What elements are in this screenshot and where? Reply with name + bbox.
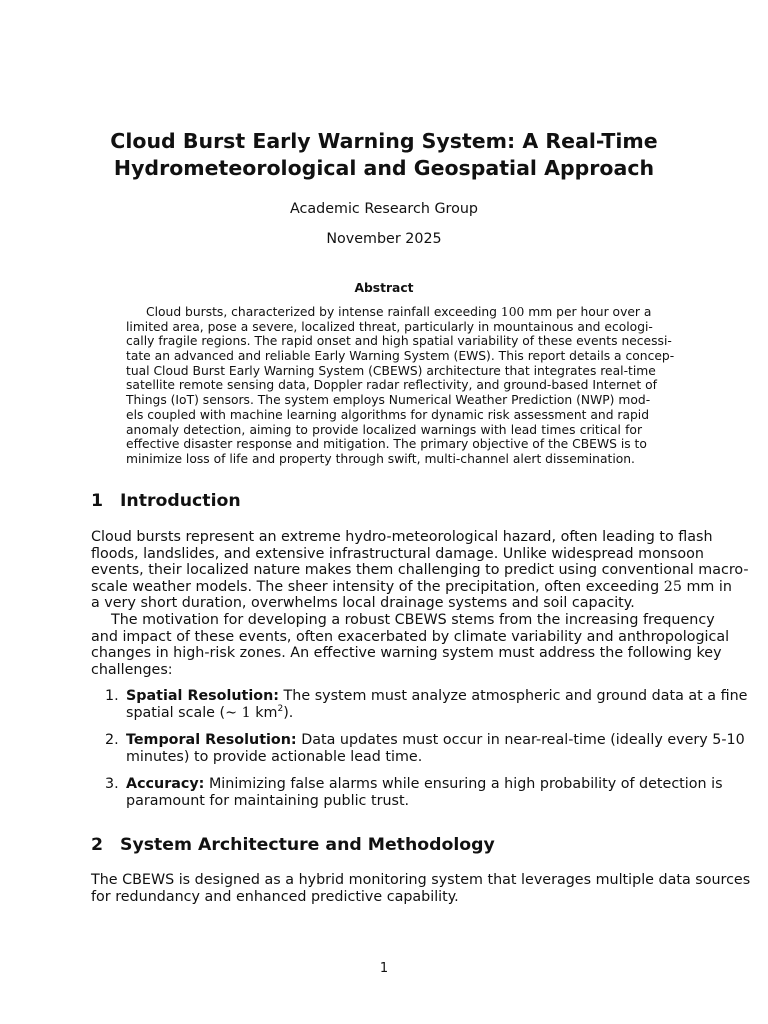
body-line: and impact of these events, often exacerbated by climate variability and anthropological xyxy=(91,628,730,645)
superscript: 2 xyxy=(277,703,284,714)
architecture-paragraph xyxy=(91,872,751,905)
section-title: System Architecture and Methodology xyxy=(120,835,495,855)
intro-paragraph-2 xyxy=(91,612,730,678)
item-label: Accuracy: xyxy=(126,776,205,793)
list-item xyxy=(91,776,723,809)
body-line: for redundancy and enhanced predictive capability. xyxy=(91,888,459,905)
body-text: mm in xyxy=(681,578,732,595)
title-line: Hydrometeorological and Geospatial Approach xyxy=(113,156,655,180)
abstract-line: minimize loss of life and property through swift, multi-channel alert dissemination. xyxy=(126,451,635,466)
section-heading-introduction xyxy=(91,491,241,511)
page-number: 1 xyxy=(379,961,389,976)
list-number: 3. xyxy=(105,776,119,793)
title-line: Cloud Burst Early Warning System: A Real-Time xyxy=(110,129,658,153)
abstract-line: cally fragile regions. The rapid onset and high spatial variability of these events necessi- xyxy=(126,334,672,349)
body-line xyxy=(91,578,732,596)
body-text: spatial scale ( xyxy=(126,704,226,721)
body-line: Cloud bursts represent an extreme hydro-meteorological hazard, often leading to flash xyxy=(91,529,713,545)
body-line: minutes) to provide actionable lead time. xyxy=(126,748,423,765)
body-line xyxy=(126,705,677,722)
list-item-text xyxy=(126,732,745,765)
body-text: scale weather models. The sheer intensity of the precipitation, often exceeding xyxy=(91,578,664,595)
list-number: 2. xyxy=(105,732,119,749)
abstract-line: anomaly detection, aiming to provide localized warnings with lead times critical for xyxy=(126,422,642,437)
body-line: changes in high-risk zones. An effective warning system must address the following key xyxy=(91,645,722,662)
list-item-text xyxy=(126,688,748,721)
abstract-body xyxy=(126,305,675,467)
abstract-line: effective disaster response and mitigation. The primary objective of the CBEWS is to xyxy=(126,437,647,452)
section-heading-architecture xyxy=(91,835,495,855)
author: Academic Research Group xyxy=(290,201,478,217)
abstract-line: tual Cloud Burst Early Warning System (CBEWS) architecture that integrates real-time xyxy=(126,363,656,378)
body-line: a very short duration, overwhelms local drainage systems and soil capacity. xyxy=(91,595,635,612)
abstract-text: Cloud bursts, characterized by intense rainfall exceeding xyxy=(146,305,501,319)
abstract-line: els coupled with machine learning algorithms for dynamic risk assessment and rapid xyxy=(126,407,650,422)
challenges-list xyxy=(91,688,748,821)
body-text: km xyxy=(250,704,278,721)
list-item xyxy=(91,688,748,721)
body-line: The motivation for developing a robust CBEWS stems from the increasing frequency xyxy=(111,612,715,628)
date: November 2025 xyxy=(326,231,442,247)
body-text: The system must analyze atmospheric and ground data at a fine xyxy=(279,688,748,704)
math-value: 25 xyxy=(663,578,682,595)
section-number: 1 xyxy=(91,491,104,511)
list-item xyxy=(91,732,745,765)
item-label: Spatial Resolution: xyxy=(126,688,280,704)
section-number: 2 xyxy=(91,835,104,855)
body-line: The CBEWS is designed as a hybrid monitoring system that leverages multiple data sources xyxy=(91,872,751,888)
list-item-text xyxy=(126,776,723,809)
body-text: ). xyxy=(283,704,294,721)
abstract-line: limited area, pose a severe, localized threat, particularly in mountainous and ecologi- xyxy=(126,319,653,334)
abstract-line: satellite remote sensing data, Doppler radar reflectivity, and ground-based Internet of xyxy=(126,378,657,393)
math-value: 100 xyxy=(500,305,525,319)
abstract-text: mm per hour over a xyxy=(524,305,652,319)
body-line xyxy=(126,732,745,749)
abstract-line xyxy=(126,305,652,320)
abstract-line: Things (IoT) sensors. The system employs Numerical Weather Prediction (NWP) mod- xyxy=(126,393,651,408)
body-line: challenges: xyxy=(91,661,173,678)
paper-title xyxy=(80,128,688,182)
abstract-heading: Abstract xyxy=(354,281,414,295)
body-line: events, their localized nature makes them challenging to predict using conventional macro- xyxy=(91,562,749,579)
math-value: ∼ 1 xyxy=(225,704,251,721)
body-line xyxy=(126,776,723,793)
body-line: floods, landslides, and extensive infrastructural damage. Unlike widespread monsoon xyxy=(91,545,704,562)
item-label: Temporal Resolution: xyxy=(126,732,297,749)
section-title: Introduction xyxy=(120,491,241,511)
abstract-line: tate an advanced and reliable Early Warning System (EWS). This report details a concep- xyxy=(126,349,675,364)
body-line: paramount for maintaining public trust. xyxy=(126,792,410,809)
body-text: Data updates must occur in near-real-time (ideally every 5-10 xyxy=(296,732,745,749)
body-line xyxy=(126,688,748,705)
intro-paragraph-1 xyxy=(91,529,749,612)
body-text: Minimizing false alarms while ensuring a high probability of detection is xyxy=(204,776,723,793)
list-number: 1. xyxy=(105,688,119,704)
